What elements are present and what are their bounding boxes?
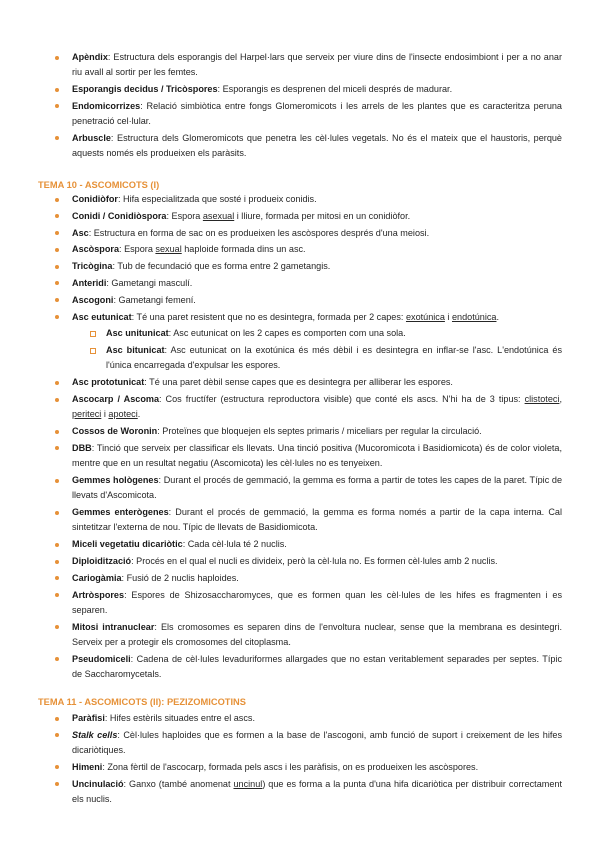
list-item: Ascogoni: Gametangi femení. — [0, 293, 600, 308]
glossary-list-tema11 — [0, 711, 600, 809]
bullet-icon — [55, 214, 59, 218]
bullet-icon — [55, 198, 59, 202]
sub-list-item: Asc unitunicat: Asc eutunicat on les 2 capes es comporten com una sola. — [0, 326, 600, 341]
bullet-icon — [55, 782, 59, 786]
list-item: Tricògina: Tub de fecundació que es forma entre 2 gametangis. — [0, 259, 600, 274]
list-item: Endomicorrizes: Relació simbiòtica entre fongs Glomeromicots i les arrels de les plantes que es caracteritza peruna penetració cel·lular. — [0, 99, 600, 130]
list-item: DBB: Tinció que serveix per classificar els llevats. Una tinció positiva (Mucoromicota i Basidiomicota) és de color violeta, mentre que en un resultat negatiu (Ascomicota) les cèl·lules no es tenyeixen. — [0, 441, 600, 472]
section-heading-tema11: TEMA 11 - ASCOMICOTS (II): PEZIZOMICOTINS — [38, 697, 246, 707]
bullet-icon — [55, 88, 59, 92]
list-item: Asc prototunicat: Té una paret dèbil sense capes que es desintegra per alliberar les espores. — [0, 375, 600, 390]
bullet-icon — [55, 56, 59, 60]
list-item: Gemmes enterògenes: Durant el procés de gemmació, la gemma es forma només a partir de la capa interna. Cal sintetitzar l'externa de nou. Típic de llevats de Basidiomicota. — [0, 505, 600, 536]
bullet-icon — [55, 765, 59, 769]
bullet-icon — [55, 479, 59, 483]
list-item: Asc eutunicat: Té una paret resistent que no es desintegra, formada per 2 capes: exotúnica i endotúnica. — [0, 310, 600, 325]
square-bullet-icon — [90, 331, 96, 337]
list-item: Mitosi intranuclear: Els cromosomes es separen dins de l'envoltura nuclear, sense que la membrana es desintegri. Serveix per a protegir els cromosomes del citoplasma. — [0, 620, 600, 651]
section-heading-tema10: TEMA 10 - ASCOMICOTS (I) — [38, 180, 160, 190]
bullet-icon — [55, 543, 59, 547]
bullet-icon — [55, 104, 59, 108]
bullet-icon — [55, 430, 59, 434]
bullet-icon — [55, 576, 59, 580]
list-item: Anteridi: Gametangi masculí. — [0, 276, 600, 291]
bullet-icon — [55, 231, 59, 235]
bullet-icon — [55, 136, 59, 140]
bullet-icon — [55, 717, 59, 721]
list-item: Esporangis decidus / Tricòspores: Esporangis es desprenen del miceli després de madurar. — [0, 82, 600, 97]
list-item: Gemmes hològenes: Durant el procés de gemmació, la gemma es forma a partir de totes les capes de la paret. Típic de llevats d'Ascomicota. — [0, 473, 600, 504]
bullet-icon — [55, 657, 59, 661]
list-item: Stalk cells: Cèl·lules haploides que es formen a la base de l'ascogoni, amb funció de suport i creixement de les hifes dicariòtiques. — [0, 728, 600, 759]
bullet-icon — [55, 560, 59, 564]
bullet-icon — [55, 398, 59, 402]
glossary-list-intro — [0, 50, 600, 163]
list-item: Miceli vegetatiu dicariòtic: Cada cèl·lula té 2 nuclis. — [0, 537, 600, 552]
bullet-icon — [55, 248, 59, 252]
bullet-icon — [55, 625, 59, 629]
glossary-list-tema10 — [0, 192, 600, 684]
bullet-icon — [55, 446, 59, 450]
square-bullet-icon — [90, 348, 96, 354]
bullet-icon — [55, 593, 59, 597]
list-item: Asc: Estructura en forma de sac on es produeixen les ascòspores després d'una meiosi. — [0, 226, 600, 241]
bullet-icon — [55, 265, 59, 269]
list-item: Diploidització: Procés en el qual el nucli es divideix, però la cèl·lula no. Es formen cèl·lules amb 2 nuclis. — [0, 554, 600, 569]
list-item: Ascòspora: Espora sexual haploide formada dins un asc. — [0, 242, 600, 257]
list-item: Apèndix: Estructura dels esporangis del Harpel·lars que serveix per viure dins de l'insecte endosimbiont i per a no anar riu avall al sortir per les femtes. — [0, 50, 600, 81]
list-item: Cariogàmia: Fusió de 2 nuclis haploides. — [0, 571, 600, 586]
list-item: Conidi / Conidiòspora: Espora asexual i lliure, formada per mitosi en un conidiòfor. — [0, 209, 600, 224]
bullet-icon — [55, 733, 59, 737]
bullet-icon — [55, 298, 59, 302]
bullet-icon — [55, 281, 59, 285]
list-item: Ascocarp / Ascoma: Cos fructífer (estructura reproductora visible) que conté els ascs. N'hi ha de 3 tipus: clistoteci, periteci i apoteci. — [0, 392, 600, 423]
list-item: Himeni: Zona fèrtil de l'ascocarp, formada pels ascs i les paràfisis, on es produeixen les ascòspores. — [0, 760, 600, 775]
sub-list-item: Asc bitunicat: Asc eutunicat on la exotúnica és més dèbil i es desintegra en inflar-se l'asc. L'endotúnica és l'única encarregada d'expulsar les espores. — [0, 343, 600, 374]
list-item: Artròspores: Espores de Shizosaccharomyces, que es formen quan les cèl·lules de les hifes es fragmenten i es separen. — [0, 588, 600, 619]
list-item: Arbuscle: Estructura dels Glomeromicots que penetra les cèl·lules vegetals. No és el mateix que el haustoris, perquè aquests només els produeixen els paràsits. — [0, 131, 600, 162]
list-item: Uncinulació: Ganxo (també anomenat uncinul) que es forma a la punta d'una hifa dicariòtica per distribuir correctament els nuclis. — [0, 777, 600, 808]
bullet-icon — [55, 511, 59, 515]
list-item: Pseudomiceli: Cadena de cèl·lules levaduriformes allargades que no estan veritablement separades per septes. Típic de Saccharomycetals. — [0, 652, 600, 683]
list-item: Cossos de Woronin: Proteïnes que bloquejen els septes primaris / miceliars per regular la circulació. — [0, 424, 600, 439]
bullet-icon — [55, 315, 59, 319]
list-item: Conidiòfor: Hifa especialitzada que sosté i produeix conidis. — [0, 192, 600, 207]
list-item: Paràfisi: Hifes estèrils situades entre el ascs. — [0, 711, 600, 726]
bullet-icon — [55, 381, 59, 385]
